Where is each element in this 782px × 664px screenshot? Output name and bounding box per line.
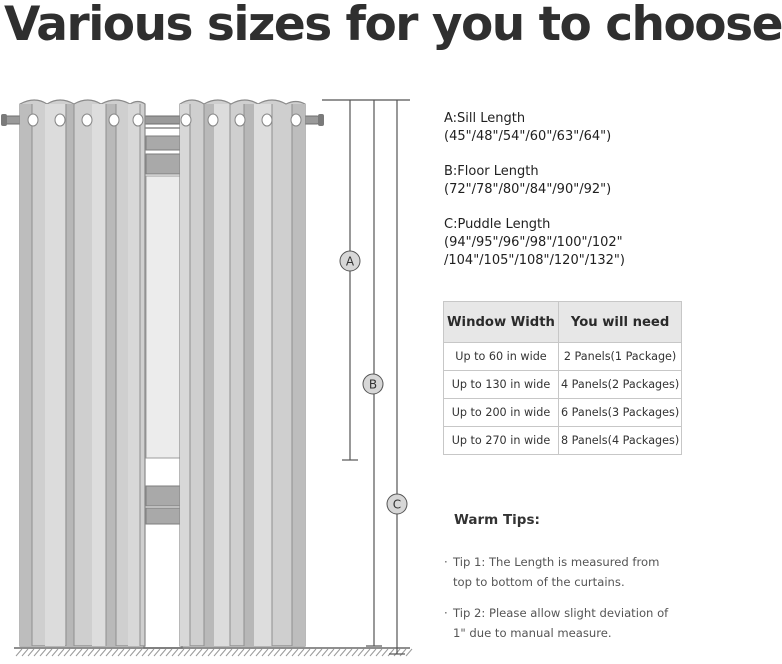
table-cell-width: Up to 200 in wide: [444, 399, 559, 427]
warm-tips-heading: Warm Tips:: [454, 512, 540, 528]
table-row: [444, 343, 682, 371]
table-row: [444, 399, 682, 427]
marker-c-label: C: [392, 497, 402, 512]
table-row: [444, 371, 682, 399]
spec-values: (94"/95"/96"/98"/100"/102": [444, 235, 623, 250]
floor: [14, 648, 412, 656]
spec-sill-length: [444, 110, 611, 146]
spec-puddle-length: [444, 216, 625, 270]
window-frame: [144, 128, 182, 648]
column-header-window-width: Window Width: [444, 302, 559, 343]
table-row: [444, 427, 682, 455]
spec-heading: C:Puddle Length: [444, 217, 551, 232]
tip-item: [444, 603, 676, 643]
table-cell-width: Up to 130 in wide: [444, 371, 559, 399]
table-cell-need: 6 Panels(3 Packages): [558, 399, 681, 427]
table-cell-need: 4 Panels(2 Packages): [558, 371, 681, 399]
table-cell-need: 8 Panels(4 Packages): [558, 427, 681, 455]
right-curtain-panel: [180, 100, 305, 646]
spec-values: (72"/78"/80"/84"/90"/92"): [444, 182, 612, 197]
bullet-icon: ·: [444, 555, 448, 569]
marker-a-label: A: [345, 254, 355, 269]
page-title: Various sizes for you to choose: [4, 0, 782, 52]
spec-values: /104"/105"/108"/120"/132"): [444, 253, 625, 268]
tip-item: [444, 552, 676, 592]
spec-values: (45"/48"/54"/60"/63"/64"): [444, 129, 612, 144]
marker-a: [340, 251, 360, 271]
table-header-row: [444, 302, 682, 343]
table-cell-width: Up to 60 in wide: [444, 343, 559, 371]
spec-floor-length: [444, 163, 611, 199]
marker-b-label: B: [368, 377, 378, 392]
table-cell-width: Up to 270 in wide: [444, 427, 559, 455]
column-header-you-will-need: You will need: [558, 302, 681, 343]
tip-text: Tip 2: Please allow slight deviation of 1" due to manual measure.: [453, 606, 669, 640]
marker-c: [387, 494, 407, 514]
tip-text: Tip 1: The Length is measured from top to bottom of the curtains.: [453, 555, 660, 589]
bullet-icon: ·: [444, 606, 448, 620]
left-curtain-panel: [20, 100, 145, 646]
table-cell-need: 2 Panels(1 Package): [558, 343, 681, 371]
panel-size-table: [443, 301, 682, 455]
spec-heading: B:Floor Length: [444, 164, 539, 179]
marker-b: [363, 374, 383, 394]
spec-heading: A:Sill Length: [444, 111, 526, 126]
